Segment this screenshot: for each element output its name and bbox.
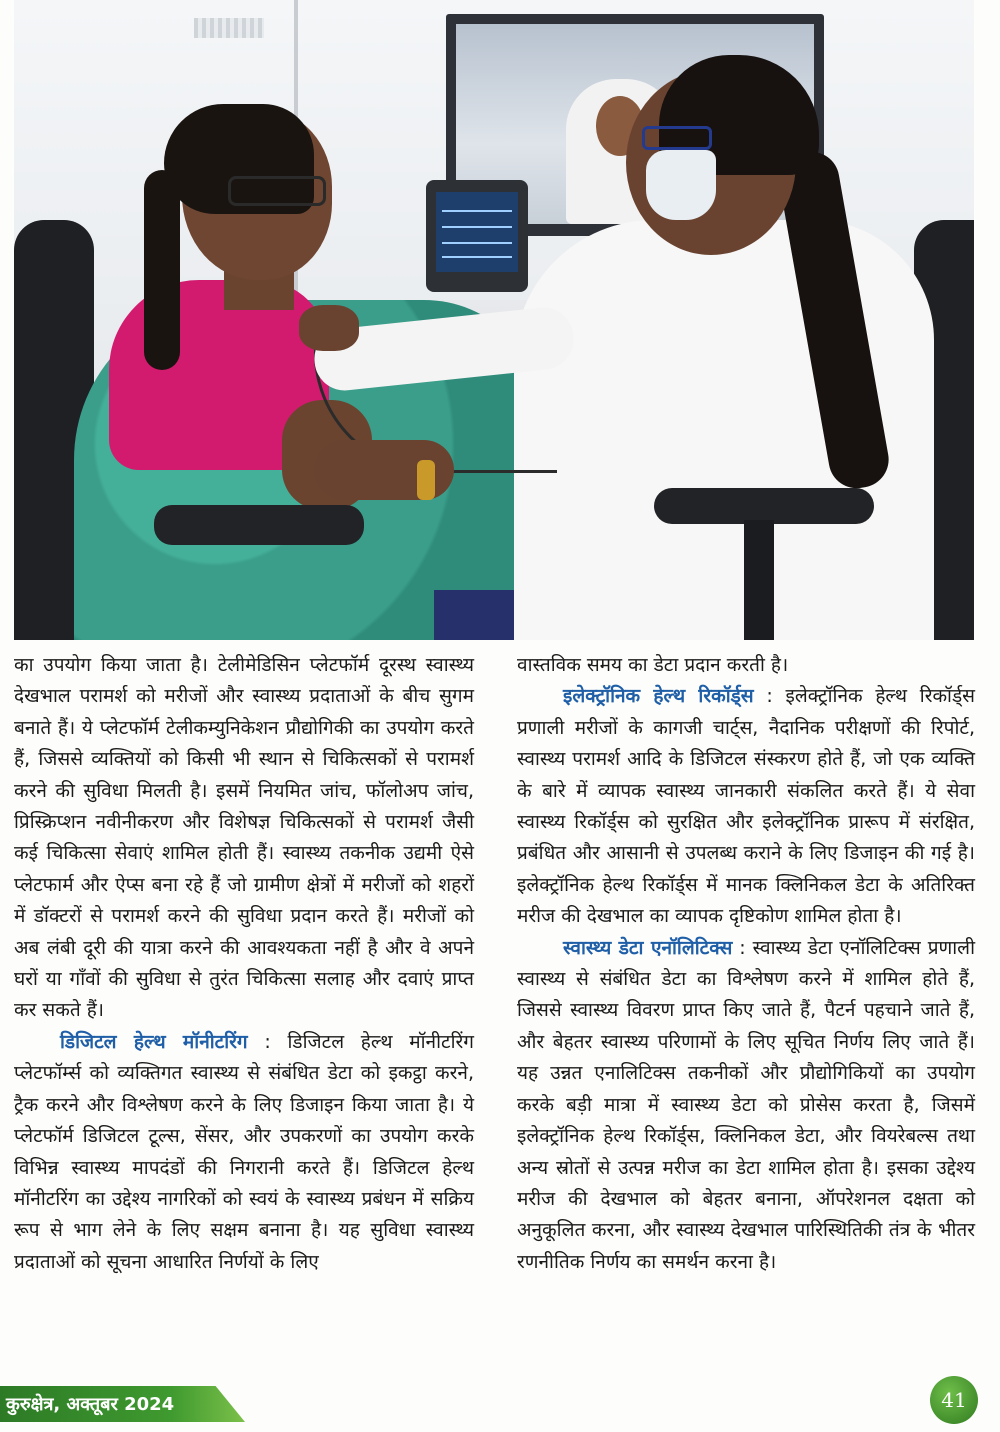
armrest-left	[154, 505, 364, 545]
digital-monitoring-text: : डिजिटल हेल्थ मॉनीटरिंग प्लेटफॉर्म्स को व्यक्तिगत स्वास्थ्य से संबंधित डेटा को इकट्ठा करने, ट्रैक करने और विश्लेषण करने के लिए डिजाइन किया जाता है। ये प्लेटफॉर्म डिजिटल टूल्स, सेंसर, और उपकरणों का उपयोग करके विभिन्न स्वास्थ्य मापदंडों की निगरानी करते हैं। डिजिटल हेल्थ मॉनीटरिंग का उद्देश्य नागरिकों को स्वयं के स्वास्थ्य प्रबंधन में सक्रिय रूप से भाग लेने के लिए सक्षम बनाना है। यह सुविधा स्वास्थ्य प्रदाताओं को सूचना आधारित निर्णयों के लिए	[14, 1030, 474, 1273]
right-column	[517, 650, 975, 1278]
analytics-text: : स्वास्थ्य डेटा एनॉलिटिक्स प्रणाली स्वास्थ्य से संबंधित डेटा का विश्लेषण करने में शामिल होते हैं, जिससे स्वास्थ्य विवरण प्राप्त किए जाते हैं, पैटर्न पहचाने जाते हैं, और बेहतर स्वास्थ्य परिणामों के लिए सूचित निर्णय लिए जाते हैं। यह उन्नत एनालिटिक्स तकनीकों और प्रौद्योगिकियों का उपयोग करके बड़ी मात्रा में स्वास्थ्य डेटा को प्रोसेस करता है, जिसमें इलेक्ट्रॉनिक हेल्थ रिकॉर्ड्स, क्लिनिकल डेटा, और वियरेबल्स तथा अन्य स्रोतों से उत्पन्न मरीज का डेटा शामिल होता है। इसका उद्देश्य मरीज की देखभाल को बेहतर बनाना, ऑपरेशनल दक्षता को अनुकूलित करना, और स्वास्थ्य देखभाल पारिस्थितिकी तंत्र के भीतर रणनीतिक निर्णय का समर्थन करना है।	[517, 936, 975, 1273]
digital-monitoring-heading: डिजिटल हेल्थ मॉनीटरिंग	[60, 1030, 248, 1053]
ehr-heading: इलेक्ट्रॉनिक हेल्थ रिकॉर्ड्स	[563, 685, 754, 708]
realtime-data-line: वास्तविक समय का डेटा प्रदान करती है।	[517, 654, 789, 676]
ehr-paragraph	[517, 681, 975, 932]
chair-post	[744, 520, 774, 640]
armrest-right	[654, 488, 874, 524]
patient-glasses	[228, 176, 326, 206]
wrist-watch	[417, 460, 435, 500]
nurse-glasses	[642, 126, 712, 150]
analytics-heading: स्वास्थ्य डेटा एनॉलिटिक्स	[563, 936, 733, 959]
vitals-device	[426, 180, 528, 292]
left-column	[14, 650, 474, 1278]
publication-footer: कुरुक्षेत्र, अक्तूबर 2024	[6, 1394, 175, 1415]
vitals-screen	[436, 192, 518, 272]
patient-braid	[144, 170, 180, 370]
ehr-text: : इलेक्ट्रॉनिक हेल्थ रिकॉर्ड्स प्रणाली मरीजों के कागजी चार्ट्स, नैदानिक परीक्षणों की रिपोर्ट, स्वास्थ्य परामर्श आदि के डिजिटल संस्करण होते हैं, जो एक व्यक्ति के बारे में व्यापक स्वास्थ्य जानकारी संकलित करते हैं। ये सेवा स्वास्थ्य रिकॉर्ड्स को सुरक्षित और इलेक्ट्रॉनिक प्रारूप में संरक्षित, प्रबंधित और आसानी से उपलब्ध कराने के लिए डिजाइन की गई है। इलेक्ट्रॉनिक हेल्थ रिकॉर्ड्स में मानक क्लिनिकल डेटा के अतिरिक्त मरीज की देखभाल का व्यापक दृष्टिकोण शामिल होता है।	[517, 685, 975, 928]
article-photo	[14, 0, 974, 640]
page-number: 41	[930, 1376, 978, 1424]
digital-monitoring-paragraph	[14, 1027, 474, 1278]
analytics-paragraph	[517, 933, 975, 1278]
telemedicine-paragraph: का उपयोग किया जाता है। टेलीमेडिसिन प्लेटफॉर्म दूरस्थ स्वास्थ्य देखभाल परामर्श को मरीजों और स्वास्थ्य प्रदाताओं के बीच सुगम बनाते हैं। ये प्लेटफॉर्म टेलीकम्युनिकेशन प्रौद्योगिकी का उपयोग करते हैं, जिससे व्यक्तियों को किसी भी स्थान से चिकित्सकों से परामर्श करने की सुविधा मिलती है। इसमें नियमित जांच, फॉलोअप जांच, प्रिस्क्रिप्शन नवीनीकरण और विशेषज्ञ चिकित्सकों से परामर्श जैसी कई चिकित्सा सेवाएं शामिल होती हैं। स्वास्थ्य तकनीक उद्यमी ऐसे प्लेटफार्म और ऐप्स बना रहे हैं जो ग्रामीण क्षेत्रों में मरीजों को शहरों में डॉक्टरों से परामर्श करने की सुविधा प्रदान करते हैं। मरीजों को अब लंबी दूरी की यात्रा करने की आवश्यकता नहीं है और वे अपने घरों या गाँवों की सुविधा से तुरंत चिकित्सा सलाह और दवाएं प्राप्त कर सकते हैं।	[14, 654, 474, 1022]
wall-vent	[194, 18, 264, 38]
nurse-hand	[299, 305, 359, 351]
nurse-mask	[646, 150, 716, 220]
